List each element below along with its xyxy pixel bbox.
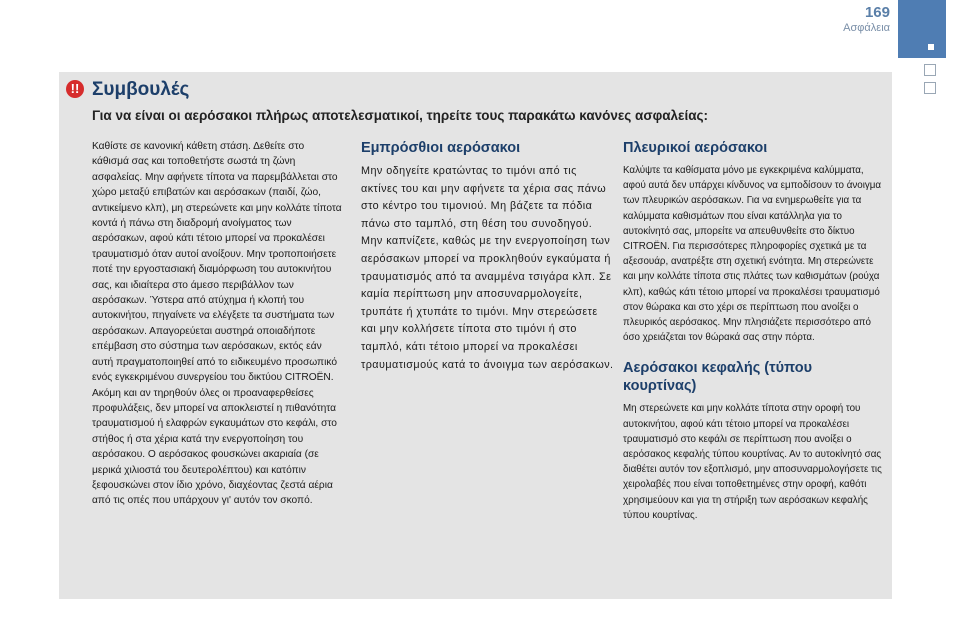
curtain-airbags-text: Μη στερεώνετε και μην κολλάτε τίποτα στην οροφή του αυτοκινήτου, αφού κάτι τέτοιο μπορεί να προκαλέσει τραυματισμό στο κεφάλι σε περίπτωση που ανοίξει ο αερόσακος κεφαλής τύπου κουρτίνας. Αν το αυτοκίνητό σας διαθέτει αυτόν τον εξοπλισμό, μην αποσυναρμολογήσετε τις χειρολαβές που είναι τοποθετημένες στην οροφή, καθότι χρησιμεύουν και για τη στήριξη των αερόσακων κεφαλής τύπου κουρτίνας. bbox=[623, 403, 882, 521]
warning-icon: !! bbox=[66, 80, 84, 98]
general-advice-text: Καθίστε σε κανονική κάθετη στάση. Δεθείτε στο κάθισμά σας και τοποθετήστε σωστά τη ζώνη ασφαλείας. Μην αφήνετε τίποτα να παρεμβάλλεται στο χώρο μεταξύ επιβατών και αερόσακων (παιδί, ζώο, αντικείμενο κλπ), μη στερεώνετε και μην κολλάτε τίποτα κοντά ή πάνω στη διαδρομή ανοίγματος των αερόσακων, αφού κάτι τέτοιο μπορεί να προκαλέσει τραυματισμό όταν αυτοί ανοίξουν. Μην τροποποιήσετε ποτέ την εργοστασιακή διαμόρφωση του αυτοκινήτου σας, και ιδιαίτερα στο άμεσο περιβάλλον των αερόσακων. Ύστερα από ατύχημα ή κλοπή του αυτοκινήτου, πηγαίνετε να ελέγξετε τα συστήματα των αερόσακων. Απαγορεύεται αυστηρά οποιαδήποτε επέμβαση στο σύστημα των αερόσακων, εκτός εάν αυτή πραγματοποιηθεί από το ειδικευμένο προσωπικό ενός εγκεκριμένου συνεργείου του δικτύου CITROËN. Ακόμη και αν τηρηθούν όλες οι προαναφερθείσες προφυλάξεις, δεν μπορεί να αποκλειστεί η πιθανότητα τραυματισμού ή ελαφρών εγκαυμάτων στο κεφάλι, στο στήθος ή στα χέρια κατά την ενεργοποίηση του αερόσακου. Ο αερόσακος φουσκώνει ακαριαία (σε μερικά χιλιοστά του δευτερολέπτου) και κατόπιν ξεφουσκώνει στον ίδιο χρόνο, διαχέοντας ζεστά αέρια από τις οπές που υπάρχουν γι' αυτόν τον σκοπό. bbox=[92, 141, 342, 507]
chapter-box-icon bbox=[924, 64, 936, 76]
panel-subtitle: Για να είναι οι αερόσακοι πλήρως αποτελεσματικοί, τηρείτε τους παρακάτω κανόνες ασφαλείας: bbox=[92, 108, 709, 123]
tab-marker-icon bbox=[928, 44, 934, 50]
side-airbags-column bbox=[623, 139, 885, 523]
front-airbags-column bbox=[361, 139, 616, 374]
chapter-tab bbox=[898, 0, 946, 58]
chapter-box-icon bbox=[924, 82, 936, 94]
general-advice-column bbox=[92, 139, 342, 509]
front-airbags-heading: Εμπρόσθιοι αερόσακοι bbox=[361, 140, 521, 156]
page-number: 169 bbox=[864, 4, 890, 21]
side-airbags-text: Καλύψτε τα καθίσματα μόνο με εγκεκριμένα καλύμματα, αφού αυτά δεν υπάρχει κίνδυνος να εμποδίσουν το άνοιγμα των πλευρικών αερόσακων. Για να ενημερωθείτε για τα καλύμματα καθισμάτων που είναι κατάλληλα για το αυτοκίνητό σας, μπορείτε να απευθυνθείτε στο δίκτυο CITROËN. Για περισσότερες πληροφορίες σχετικά με τα αξεσουάρ, ανατρέξτε στη σχετική ενότητα. Μη στερεώνετε και μην κολλάτε τίποτα στις πλάτες των καθισμάτων (ρούχα κλπ), καθώς κάτι τέτοιο μπορεί να προκαλέσει τραυματισμό στον θώρακα και στο χέρι σε περίπτωση που ανοίξει ο πλευρικός αερόσακος. Μην πλησιάζετε περισσότερο από όσο χρειάζεται τον θώρακά σας στην πόρτα. bbox=[623, 165, 882, 344]
section-label: Ασφάλεια bbox=[843, 22, 890, 34]
curtain-airbags-heading: Αερόσακοι κεφαλής (τύπου κουρτίνας) bbox=[623, 360, 813, 395]
side-airbags-heading: Πλευρικοί αερόσακοι bbox=[623, 140, 768, 156]
panel-title: Συμβουλές bbox=[92, 79, 190, 100]
front-airbags-text: Μην οδηγείτε κρατώντας το τιμόνι από τις ακτίνες του και μην αφήνετε τα χέρια σας πάνω στο κέντρο του τιμονιού. Μη βάζετε τα πόδια πάνω στο ταμπλό, στη θέση του συνοδηγού. Μην καπνίζετε, καθώς με την ενεργοποίηση των αερόσακων μπορεί να προκληθούν εγκαύματα ή τραυματισμός από τα αναμμένα τσιγάρα κλπ. Σε καμία περίπτωση μην αποσυναρμολογείτε, τρυπάτε ή χτυπάτε το τιμόνι. Μην στερεώσετε και μην κολλήσετε τίποτα στο τιμόνι ή στο ταμπλό, κάτι τέτοιο μπορεί να προκαλέσει τραυματισμούς κατά το άνοιγμα των αερόσακων. bbox=[361, 165, 614, 371]
